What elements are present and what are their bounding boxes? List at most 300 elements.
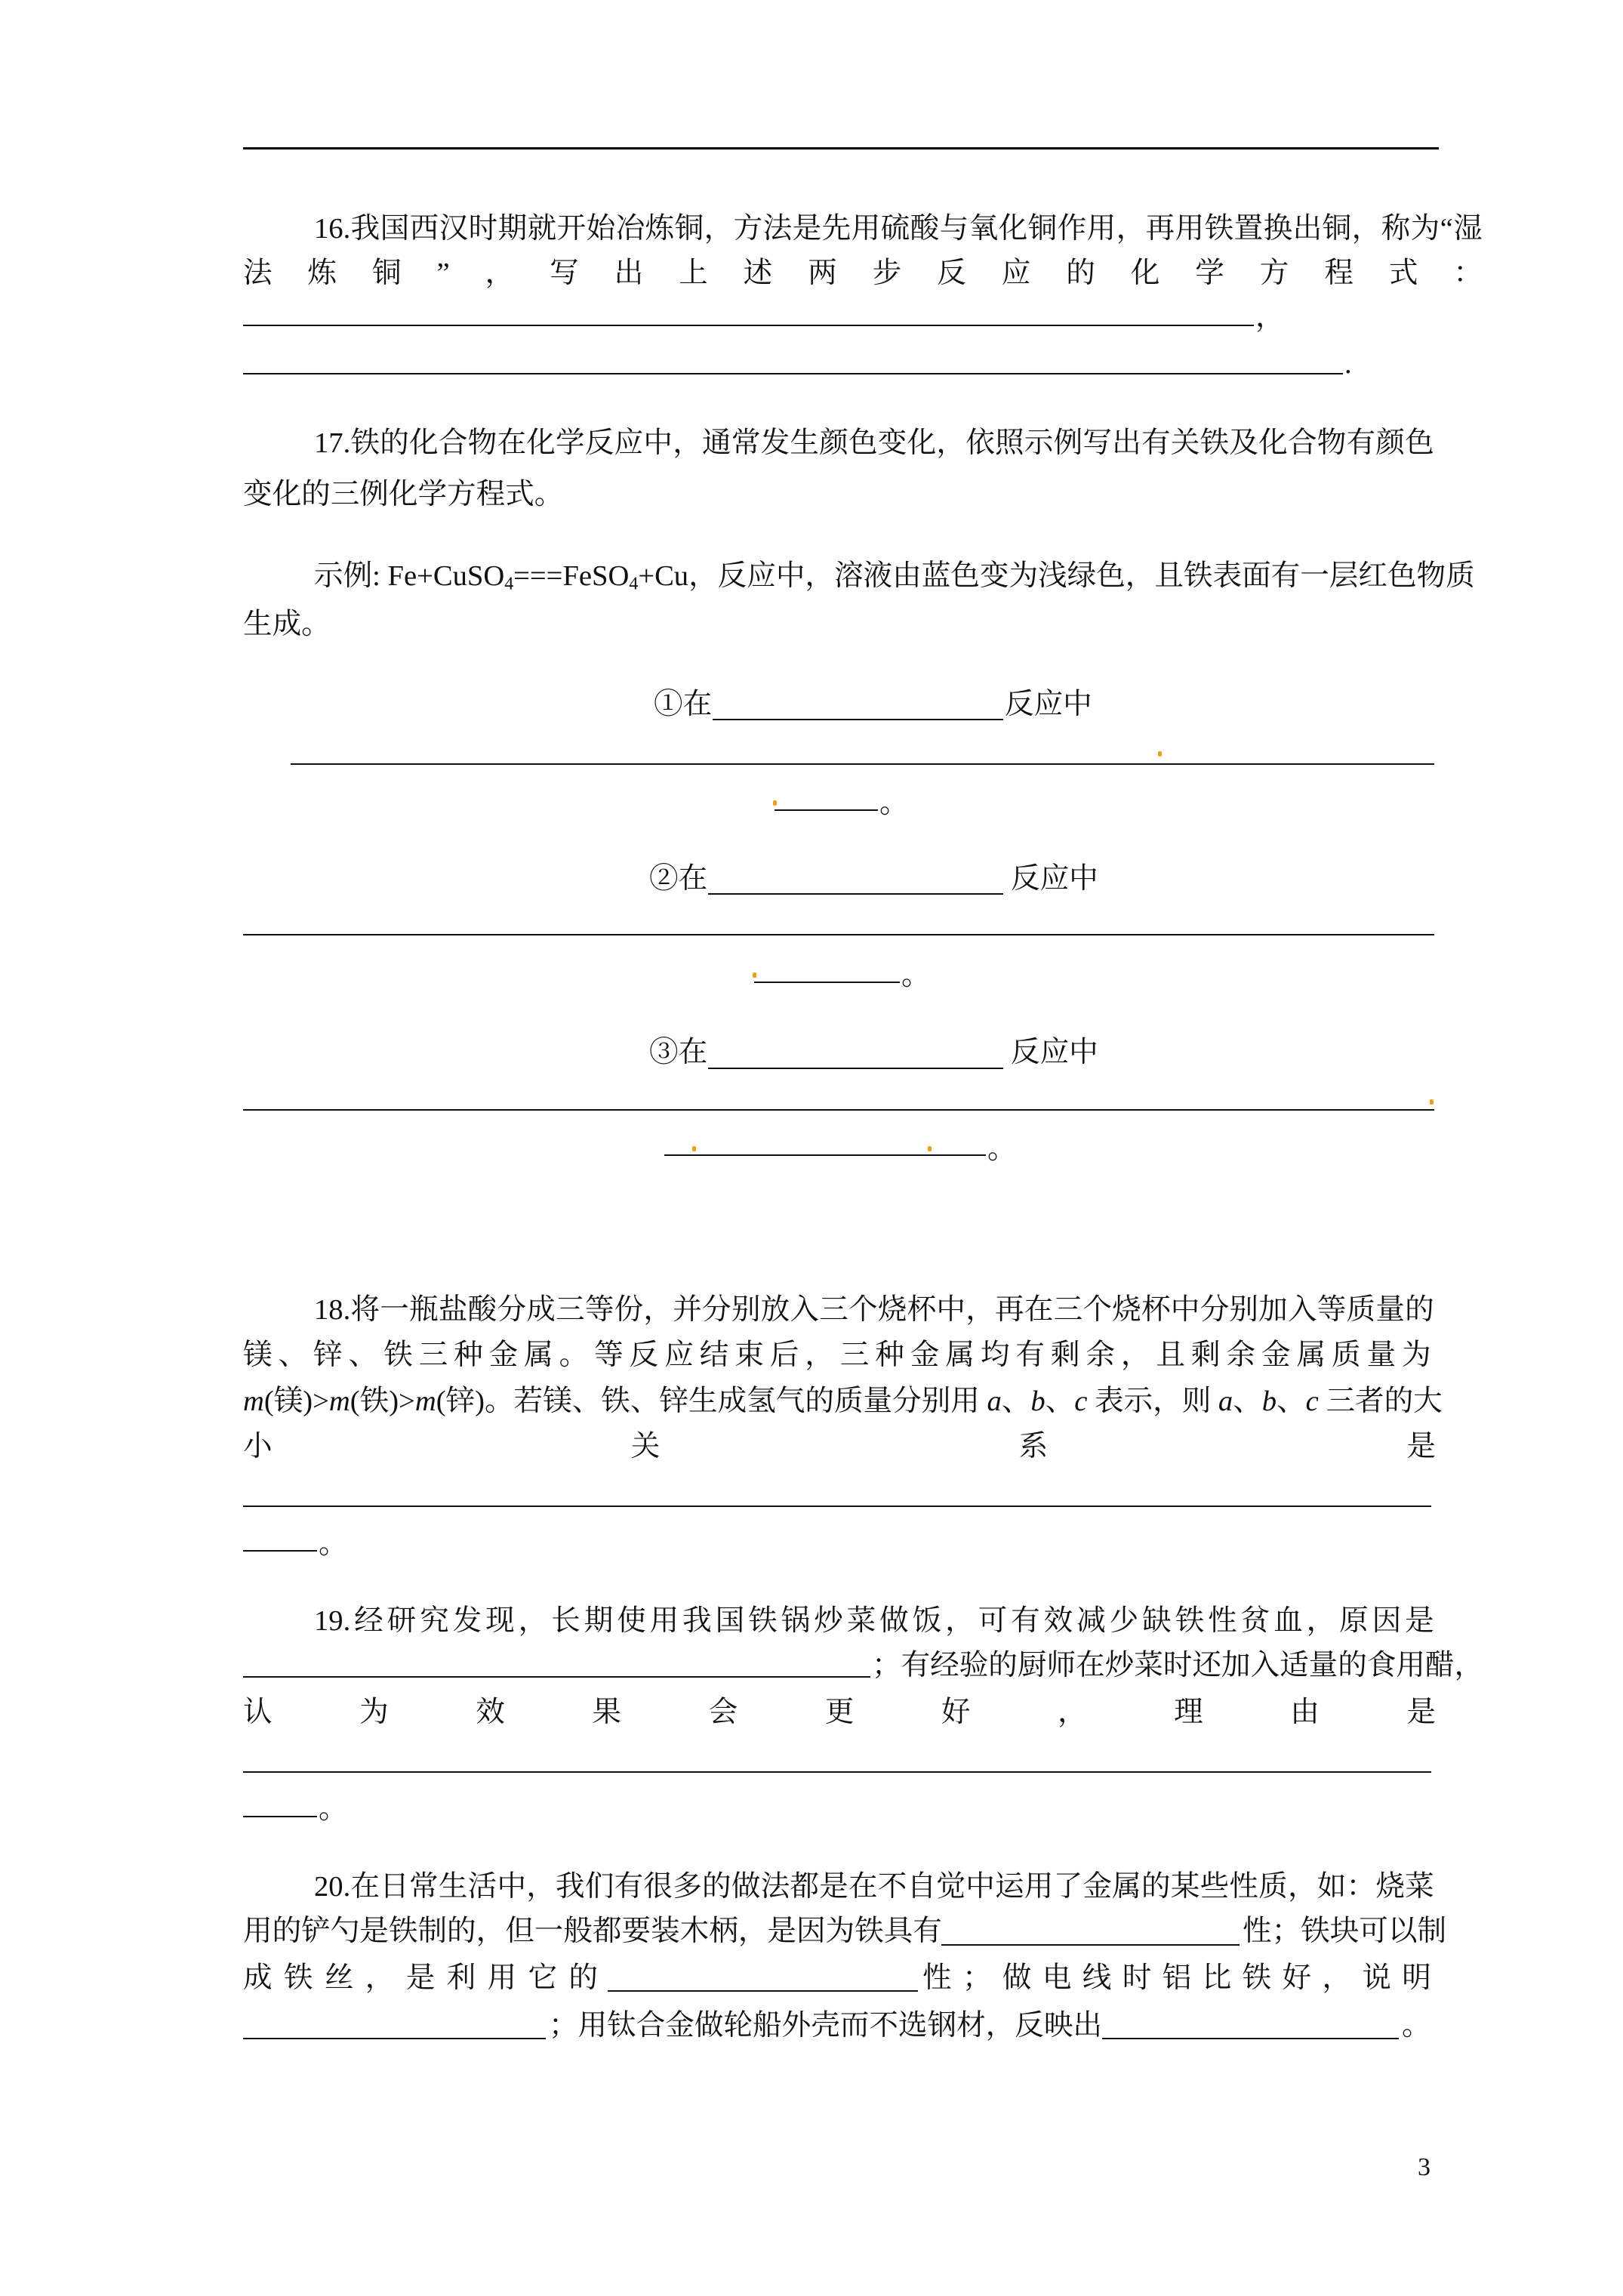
answer-blank — [243, 373, 1343, 374]
text-glyph: 写 — [550, 257, 579, 289]
text-glyph: 它 — [528, 1962, 558, 1994]
text-glyph: 合 — [438, 427, 468, 459]
text-glyph: 酸 — [910, 213, 940, 245]
text-glyph: 活 — [467, 1871, 497, 1903]
text-glyph: 某 — [1170, 1871, 1200, 1903]
text-glyph: 在 — [848, 1871, 878, 1903]
text-glyph: 性 — [1229, 1871, 1258, 1903]
text-glyph: 先 — [821, 213, 852, 245]
text-glyph: 为 — [1410, 213, 1440, 245]
text-glyph: 式 — [1388, 257, 1418, 289]
text-glyph: 为 — [1402, 1339, 1431, 1371]
text-glyph: 炼 — [645, 213, 675, 245]
text-glyph: ， — [1057, 1697, 1087, 1728]
text-glyph: 丝 — [324, 1962, 354, 1994]
text-glyph: ， — [526, 1871, 556, 1903]
text-glyph: 色 — [848, 427, 878, 459]
text-glyph: 法 — [760, 1871, 790, 1903]
text-glyph: 三 — [418, 1339, 448, 1371]
text-glyph: 、 — [348, 1339, 378, 1371]
answer-blank — [608, 1990, 918, 1992]
text-glyph: 烧 — [1112, 1294, 1141, 1326]
text-glyph: 减 — [1076, 1605, 1106, 1637]
text-glyph: 为 — [359, 1697, 389, 1728]
orange-mark — [753, 972, 756, 978]
text-glyph: 时 — [468, 213, 498, 245]
variable-symbol: b — [1261, 1385, 1277, 1417]
text-glyph: 是 — [1406, 1697, 1436, 1728]
variable-symbol: c — [1305, 1385, 1319, 1417]
text-glyph: 分 — [497, 1294, 527, 1326]
answer-blank — [243, 1505, 1431, 1507]
text-glyph: 电 — [1042, 1962, 1072, 1994]
text-glyph: 效 — [476, 1697, 505, 1728]
question-18-line-2 — [243, 1333, 1431, 1378]
text-glyph: 19. — [314, 1605, 351, 1637]
text-glyph: 生 — [790, 427, 819, 459]
question-19-end: 。 — [319, 1793, 348, 1825]
text-glyph: 余 — [1226, 1339, 1256, 1371]
answer-blank — [775, 809, 878, 811]
question-16-comma: ， — [1255, 301, 1285, 333]
text-glyph: 均 — [980, 1339, 1010, 1371]
text-glyph: 及 — [1229, 427, 1258, 459]
text-glyph: 瓶 — [409, 1294, 439, 1326]
item-3-end: 。 — [987, 1133, 1017, 1165]
text-glyph: 酸 — [467, 1294, 497, 1326]
text-glyph: 金 — [1261, 1339, 1291, 1371]
text-glyph: 物 — [467, 427, 497, 459]
text-glyph: 铁 — [383, 1339, 413, 1371]
text-glyph: ， — [936, 427, 965, 459]
orange-mark — [1430, 1099, 1434, 1105]
text-glyph: ， — [945, 1605, 975, 1637]
text-glyph: 有 — [1346, 427, 1376, 459]
text-glyph: 觉 — [936, 1871, 965, 1903]
variable-symbol: c — [1074, 1385, 1088, 1417]
text-glyph: 属 — [1112, 1871, 1141, 1903]
text-glyph: 长 — [551, 1605, 581, 1637]
text-glyph: 剩 — [1190, 1339, 1221, 1371]
text-glyph: 如 — [1317, 1871, 1347, 1903]
text-glyph: 都 — [790, 1871, 819, 1903]
text-glyph: 由 — [1290, 1697, 1320, 1728]
question-20-end: 。 — [1402, 2010, 1431, 2042]
text-glyph: 会 — [708, 1697, 738, 1728]
text-glyph: 线 — [1082, 1962, 1112, 1994]
text-glyph: 合 — [1287, 427, 1317, 459]
text-glyph: 用 — [1086, 213, 1116, 245]
text-glyph: ， — [643, 1294, 673, 1326]
question-20-line-2a: 用的铲勺是铁制的，但一般都要装木柄，是因为铁具有 — [243, 1915, 942, 1947]
text-glyph: 中 — [497, 1871, 527, 1903]
answer-blank — [754, 982, 900, 983]
orange-mark — [1158, 751, 1162, 757]
text-glyph: 有 — [1011, 1605, 1040, 1637]
text-glyph: 结 — [699, 1339, 729, 1371]
question-18-line-4 — [243, 1424, 1436, 1469]
text-glyph: 中 — [1170, 1294, 1200, 1326]
text-glyph: 使 — [617, 1605, 646, 1637]
text-glyph: 应 — [614, 427, 644, 459]
text-glyph: 剩 — [1050, 1339, 1080, 1371]
text-glyph: 分 — [1200, 1294, 1230, 1326]
text-glyph: 好 — [1282, 1962, 1312, 1994]
text-glyph: 开 — [556, 213, 587, 245]
text-glyph: 一 — [380, 1294, 409, 1326]
text-glyph: 17. — [314, 427, 351, 459]
text-glyph: 。 — [559, 1339, 589, 1371]
text-glyph: 加 — [1258, 1294, 1288, 1326]
example-label: 示例: — [314, 560, 380, 592]
text-glyph: 且 — [1156, 1339, 1185, 1371]
text-glyph: 缺 — [1142, 1605, 1172, 1637]
answer-blank — [708, 1068, 1003, 1069]
text-glyph: 置 — [1233, 213, 1264, 245]
text-glyph: 化 — [1130, 257, 1160, 289]
text-glyph: 期 — [497, 213, 528, 245]
text-glyph: 在 — [350, 1871, 380, 1903]
text-glyph: 的 — [1066, 257, 1095, 289]
text-glyph: 质 — [1258, 1871, 1288, 1903]
question-18-end: 。 — [319, 1528, 348, 1560]
text-glyph: 了 — [1053, 1871, 1083, 1903]
text-glyph: 是 — [1406, 1431, 1436, 1462]
text-glyph: 等 — [584, 1294, 614, 1326]
text-glyph: 述 — [743, 257, 773, 289]
text-glyph: 运 — [994, 1871, 1024, 1903]
text-glyph: 物 — [1317, 427, 1347, 459]
text-glyph: ， — [1306, 1605, 1336, 1637]
text-glyph: 是 — [405, 1962, 436, 1994]
variable-symbol: m — [328, 1385, 350, 1417]
text-glyph: 血 — [1273, 1605, 1303, 1637]
text-glyph: 铁 — [1242, 1962, 1272, 1994]
text-glyph: 化 — [1258, 427, 1288, 459]
text-glyph: 氧 — [969, 213, 999, 245]
text-glyph: 在 — [1024, 1294, 1054, 1326]
example-line-1 — [314, 553, 1475, 599]
text-glyph: 认 — [243, 1697, 273, 1728]
answer-blank — [1102, 2038, 1399, 2039]
text-glyph: 应 — [664, 1339, 694, 1371]
answer-blank — [708, 893, 1003, 895]
text-glyph: 化 — [907, 427, 937, 459]
text-glyph: 化 — [998, 213, 1028, 245]
text-glyph: 少 — [1109, 1605, 1139, 1637]
text-glyph: 颜 — [819, 427, 848, 459]
text-glyph: 国 — [380, 213, 410, 245]
text-glyph: ， — [365, 1962, 395, 1994]
text-glyph: 写 — [1083, 427, 1112, 459]
text-glyph: 18. — [314, 1294, 351, 1326]
item-2-suffix: 反应中 — [1011, 863, 1098, 895]
text-glyph: 铁 — [1200, 427, 1230, 459]
text-glyph: 铁 — [1204, 213, 1234, 245]
text-glyph: 铝 — [1162, 1962, 1192, 1994]
text-glyph: 常 — [731, 427, 761, 459]
text-glyph: 用 — [487, 1962, 517, 1994]
text-glyph: 在 — [497, 427, 527, 459]
text-glyph: 份 — [614, 1294, 644, 1326]
text-glyph: 好 — [941, 1697, 971, 1728]
text-glyph: 量 — [1366, 1339, 1397, 1371]
text-glyph: 属 — [945, 1339, 975, 1371]
text-glyph: 种 — [454, 1339, 483, 1371]
item-1-marker: ①在 — [654, 689, 713, 720]
text-glyph: 的 — [568, 1962, 598, 1994]
text-glyph: 有 — [1141, 427, 1171, 459]
text-glyph: 反 — [937, 257, 966, 289]
text-glyph: 比 — [1202, 1962, 1232, 1994]
text-glyph: 关 — [1170, 427, 1200, 459]
text-glyph: ， — [485, 257, 515, 289]
text-glyph: 烧 — [877, 1294, 907, 1326]
text-glyph: 等 — [594, 1339, 624, 1371]
text-glyph: 颜 — [1375, 427, 1405, 459]
variable-symbol: m — [414, 1385, 436, 1417]
header-rule — [243, 147, 1439, 149]
text-glyph: 我 — [350, 213, 380, 245]
text-glyph: 换 — [1263, 213, 1293, 245]
text-glyph: 铜 — [1027, 213, 1058, 245]
text-glyph: 做 — [731, 1871, 761, 1903]
page-number: 3 — [1418, 2153, 1431, 2181]
answer-blank — [664, 1154, 986, 1156]
answer-blank — [243, 1816, 317, 1817]
text-glyph: 镁 — [243, 1339, 273, 1371]
text-glyph: 应 — [1001, 257, 1031, 289]
text-glyph: 用 — [1175, 213, 1205, 245]
answer-blank — [243, 325, 1254, 326]
text-glyph: 性 — [1208, 1605, 1237, 1637]
text-glyph: 分 — [702, 1294, 731, 1326]
text-glyph: 始 — [586, 213, 616, 245]
text-glyph: 16. — [314, 213, 351, 245]
text-glyph: 我 — [556, 1871, 585, 1903]
text-glyph: 是 — [792, 213, 822, 245]
text-glyph: 别 — [1229, 1294, 1258, 1326]
text-glyph: 化 — [409, 427, 439, 459]
text-glyph: 依 — [965, 427, 995, 459]
item-3-marker: ③在 — [649, 1037, 708, 1068]
text-glyph: 出 — [1112, 427, 1141, 459]
text-glyph: 称 — [1381, 213, 1411, 245]
text-glyph: 方 — [733, 213, 763, 245]
text-glyph: ： — [1346, 1871, 1376, 1903]
text-glyph: 出 — [1292, 213, 1323, 245]
text-glyph: 量 — [1375, 1294, 1405, 1326]
text-glyph: 研 — [387, 1605, 417, 1637]
text-glyph: 个 — [848, 1294, 878, 1326]
text-glyph: 们 — [584, 1871, 614, 1903]
text-glyph: 小 — [243, 1431, 273, 1462]
text-glyph: 因 — [1372, 1605, 1402, 1637]
text-glyph: 、 — [278, 1339, 308, 1371]
question-20-line-2b: 性；铁块可以制 — [1243, 1915, 1447, 1947]
question-20-line-3b — [922, 1955, 1431, 2001]
text-glyph: 属 — [524, 1339, 553, 1371]
answer-blank — [941, 1944, 1240, 1946]
text-glyph: 示 — [1024, 427, 1054, 459]
text-glyph: 放 — [760, 1294, 790, 1326]
text-glyph: 质 — [1331, 1339, 1361, 1371]
text-glyph: 中 — [965, 1871, 995, 1903]
question-16-line-2 — [243, 251, 1483, 296]
text-glyph: 锅 — [781, 1605, 811, 1637]
text-glyph: 理 — [1174, 1697, 1203, 1728]
question-19-line-3 — [243, 1690, 1436, 1735]
question-18-line-1 — [314, 1287, 1434, 1333]
text-glyph: 反 — [629, 1339, 659, 1371]
text-glyph: 用 — [649, 1605, 679, 1637]
text-glyph: 究 — [420, 1605, 449, 1637]
text-glyph: 饭 — [912, 1605, 942, 1637]
text-glyph: 贫 — [1240, 1605, 1270, 1637]
text-glyph: ， — [1322, 1962, 1351, 1994]
text-glyph: 法 — [243, 257, 273, 289]
text-glyph: 的 — [380, 427, 409, 459]
text-glyph: 再 — [1145, 213, 1175, 245]
text-glyph: 发 — [452, 1605, 482, 1637]
text-glyph: ， — [1287, 1871, 1317, 1903]
text-glyph: 三 — [839, 1339, 870, 1371]
text-glyph: 经 — [354, 1605, 383, 1637]
text-glyph: 金 — [488, 1339, 519, 1371]
text-glyph: 的 — [1405, 1294, 1434, 1326]
text-glyph: 期 — [584, 1605, 614, 1637]
question-17-line-1 — [314, 421, 1434, 466]
text-glyph: 是 — [1405, 1605, 1434, 1637]
question-20-line-4: ；用钛合金做轮船外壳而不选钢材，反映出 — [549, 2010, 1102, 2042]
question-19-line-1 — [314, 1598, 1434, 1644]
question-16-period: . — [1344, 348, 1352, 380]
text-glyph: 冶 — [615, 213, 645, 245]
text-glyph: 菜 — [1405, 1871, 1434, 1903]
text-glyph: 些 — [1200, 1871, 1230, 1903]
text-glyph: 炼 — [307, 257, 337, 289]
text-glyph: 铁 — [748, 1605, 778, 1637]
text-glyph: 铁 — [283, 1962, 313, 1994]
text-glyph: 国 — [715, 1605, 745, 1637]
text-glyph: 程 — [1324, 257, 1354, 289]
item-1-end: 。 — [879, 787, 909, 819]
orange-mark — [773, 800, 777, 806]
text-glyph: 现 — [485, 1605, 515, 1637]
text-glyph: 法 — [762, 213, 793, 245]
text-glyph: 杯 — [907, 1294, 937, 1326]
answer-blank — [243, 2038, 546, 2039]
text-glyph: 学 — [556, 427, 585, 459]
text-glyph: ， — [704, 213, 734, 245]
text-glyph: 上 — [679, 257, 708, 289]
text-glyph: 利 — [446, 1962, 476, 1994]
text-glyph: 发 — [760, 427, 790, 459]
text-glyph: 有 — [614, 1871, 644, 1903]
example-formula: Fe+CuSO$_4$===FeSO$_4$+Cu — [387, 560, 689, 594]
text-glyph: 金 — [1083, 1871, 1112, 1903]
text-glyph: 效 — [1043, 1605, 1073, 1637]
variable-symbol: a — [987, 1385, 1002, 1417]
text-glyph: ， — [1351, 213, 1381, 245]
text-glyph: 是 — [819, 1871, 848, 1903]
text-glyph: 盐 — [438, 1294, 468, 1326]
text-glyph: 系 — [1018, 1431, 1049, 1462]
text-glyph: 杯 — [1141, 1294, 1171, 1326]
text-glyph: 明 — [1402, 1962, 1431, 1994]
question-18-line-3: m(镁)>m(铁)>m(锌)。若镁、铁、锌生成氢气的质量分别用 a、b、c 表示，则 a、b、c 三者的大 — [243, 1385, 1443, 1417]
item-3-suffix: 反应中 — [1011, 1037, 1098, 1068]
text-glyph: ： — [1453, 257, 1483, 289]
text-glyph: 菜 — [846, 1605, 876, 1637]
text-glyph: 生 — [438, 1871, 468, 1903]
text-glyph: 束 — [735, 1339, 764, 1371]
variable-symbol: m — [243, 1385, 264, 1417]
text-glyph: 别 — [731, 1294, 761, 1326]
text-glyph: 变 — [877, 427, 907, 459]
question-16-line-1 — [314, 206, 1483, 251]
text-glyph: 我 — [682, 1605, 712, 1637]
text-glyph: 并 — [673, 1294, 702, 1326]
variable-symbol: a — [1218, 1385, 1233, 1417]
text-glyph: 三 — [1053, 1294, 1083, 1326]
text-glyph: 成 — [526, 1294, 556, 1326]
text-glyph: 例 — [1053, 427, 1083, 459]
text-glyph: 有 — [1015, 1339, 1045, 1371]
text-glyph: 西 — [409, 213, 439, 245]
answer-blank — [243, 934, 1434, 935]
answer-blank — [243, 1109, 1434, 1111]
text-glyph: 20. — [314, 1871, 351, 1903]
text-glyph: 铁 — [1175, 1605, 1205, 1637]
text-glyph: 反 — [584, 427, 614, 459]
text-glyph: 果 — [592, 1697, 621, 1728]
text-glyph: 入 — [790, 1294, 819, 1326]
text-glyph: ， — [805, 1339, 834, 1371]
text-glyph: 入 — [1287, 1294, 1317, 1326]
answer-blank — [713, 719, 1003, 720]
text-glyph: 作 — [1057, 213, 1087, 245]
text-glyph: 铜 — [372, 257, 402, 289]
text-glyph: ， — [1116, 213, 1146, 245]
example-line-2: 生成。 — [243, 609, 331, 640]
text-glyph: 的 — [702, 1871, 731, 1903]
text-glyph: ； — [962, 1962, 992, 1994]
text-glyph: 做 — [879, 1605, 909, 1637]
subscript: 4 — [629, 574, 639, 594]
example-text: ，反应中，溶液由蓝色变为浅绿色，且铁表面有一层红色物质 — [688, 560, 1475, 592]
text-glyph: 余 — [1086, 1339, 1115, 1371]
text-glyph: 多 — [673, 1871, 702, 1903]
text-glyph: 用 — [1024, 1871, 1054, 1903]
text-glyph: 两 — [808, 257, 837, 289]
text-glyph: ， — [1120, 1339, 1150, 1371]
answer-blank — [291, 763, 1434, 765]
question-20-line-1 — [314, 1864, 1434, 1909]
text-glyph: 做 — [1002, 1962, 1032, 1994]
text-glyph: 更 — [824, 1697, 855, 1728]
text-glyph: 中 — [936, 1294, 965, 1326]
answer-blank — [243, 1676, 870, 1678]
text-glyph: 汉 — [439, 213, 469, 245]
text-glyph: 属 — [1296, 1339, 1326, 1371]
text-glyph: 用 — [851, 213, 881, 245]
text-glyph: 关 — [630, 1431, 661, 1462]
question-17-line-2: 变化的三例化学方程式。 — [243, 479, 564, 510]
text-glyph: 化 — [526, 427, 556, 459]
text-glyph: ” — [436, 257, 450, 289]
item-2-end: 。 — [901, 960, 931, 991]
